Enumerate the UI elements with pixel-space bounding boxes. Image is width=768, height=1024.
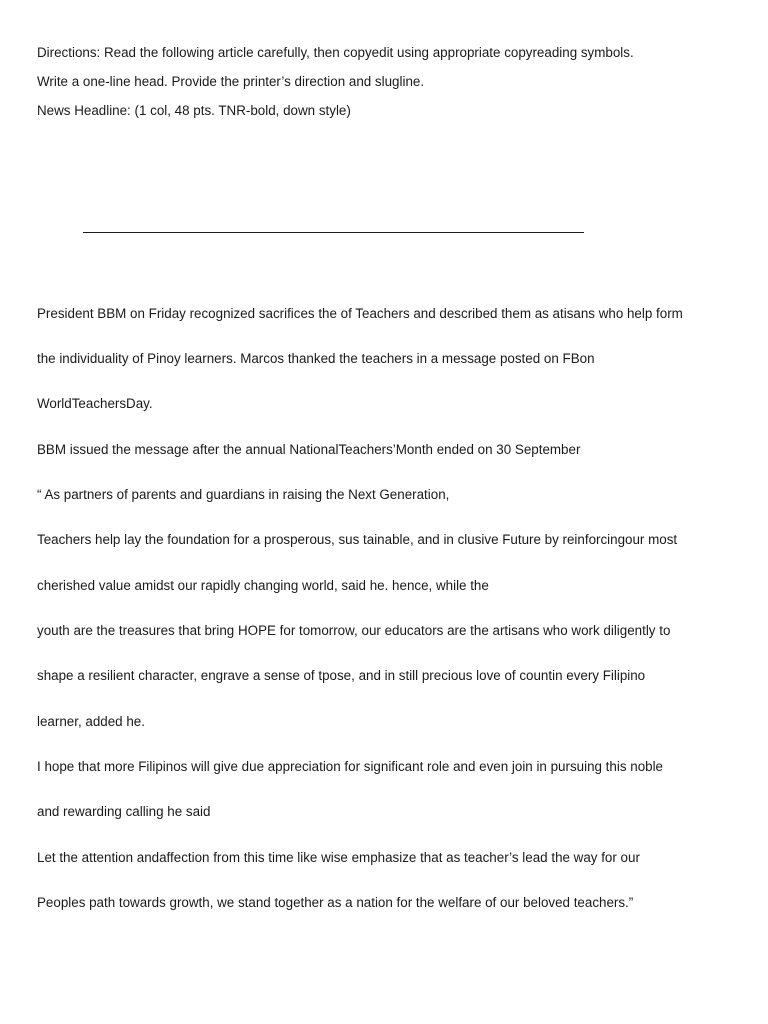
article-line: learner, added he. (37, 714, 145, 729)
article-line: President BBM on Friday recognized sacrifices the of Teachers and described them as atisans who help form (37, 306, 683, 321)
article-line: BBM issued the message after the annual NationalTeachers’Month ended on 30 September (37, 442, 581, 457)
directions-line-1: Directions: Read the following article carefully, then copyedit using appropriate copyreading symbols. (37, 45, 634, 60)
article-line: cherished value amidst our rapidly changing world, said he. hence, while the (37, 578, 489, 593)
article-line: and rewarding calling he said (37, 804, 211, 819)
article-line: the individuality of Pinoy learners. Marcos thanked the teachers in a message posted on FBon (37, 351, 595, 366)
article-line: WorldTeachersDay. (37, 396, 153, 411)
directions-line-2: Write a one-line head. Provide the printer’s direction and slugline. (37, 74, 425, 89)
article-line: shape a resilient character, engrave a sense of tpose, and in still precious love of countin every Filipino (37, 668, 646, 683)
article-line: I hope that more Filipinos will give due appreciation for significant role and even join in pursuing this noble (37, 759, 664, 774)
headline-blank-line (83, 232, 584, 233)
headline-spec: News Headline: (1 col, 48 pts. TNR-bold, down style) (37, 103, 351, 118)
article-line: Let the attention andaffection from this time like wise emphasize that as teacher’s lead the way for our (37, 850, 640, 865)
article-line: “ As partners of parents and guardians in raising the Next Generation, (37, 487, 450, 502)
article-line: Teachers help lay the foundation for a prosperous, sus tainable, and in clusive Future by reinforcingour most (37, 532, 678, 547)
article-line: youth are the treasures that bring HOPE for tomorrow, our educators are the artisans who work diligently to (37, 623, 671, 638)
article-line: Peoples path towards growth, we stand together as a nation for the welfare of our beloved teachers.” (37, 895, 634, 910)
